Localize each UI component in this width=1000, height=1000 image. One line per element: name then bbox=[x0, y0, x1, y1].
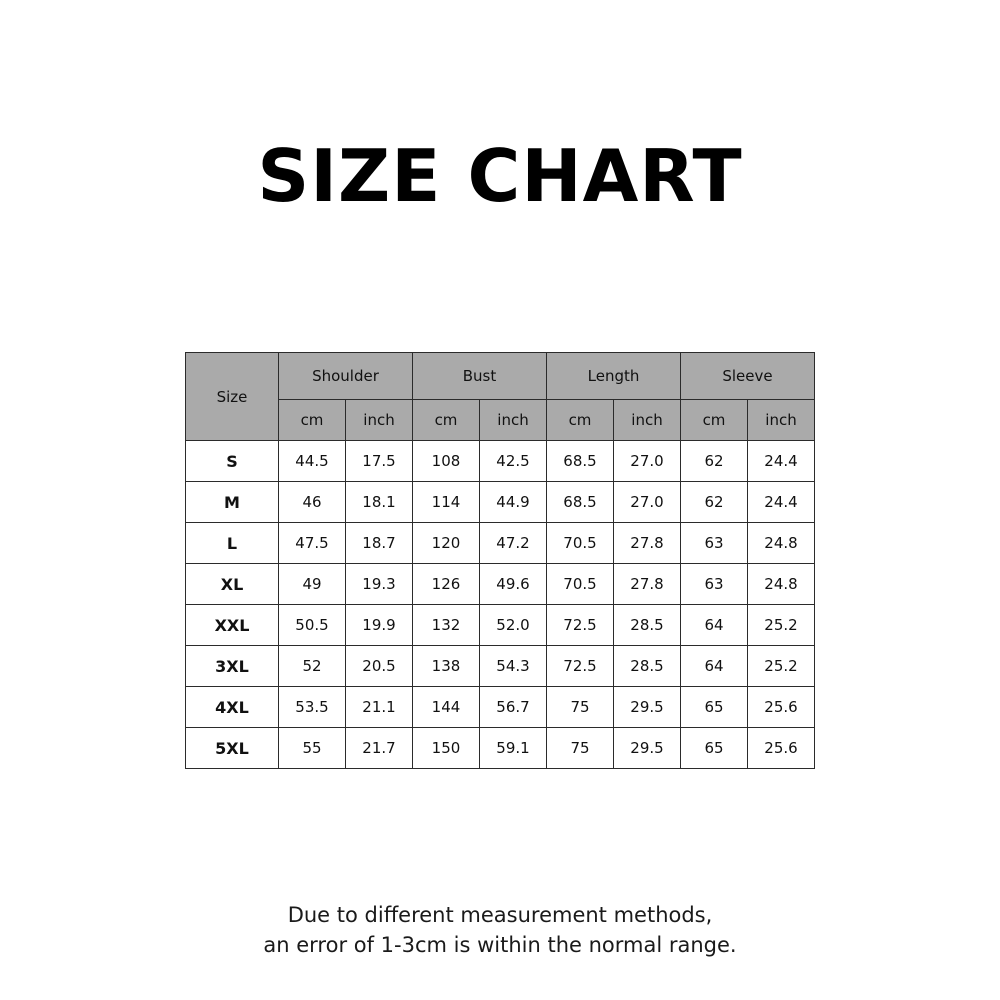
cell-length-cm: 72.5 bbox=[547, 646, 614, 687]
cell-shoulder-inch: 18.1 bbox=[346, 482, 413, 523]
cell-length-cm: 68.5 bbox=[547, 441, 614, 482]
cell-length-inch: 29.5 bbox=[614, 687, 681, 728]
cell-bust-inch: 42.5 bbox=[480, 441, 547, 482]
table-row bbox=[186, 646, 815, 687]
table-row bbox=[186, 482, 815, 523]
size-table-container bbox=[185, 352, 815, 769]
cell-shoulder-cm: 52 bbox=[279, 646, 346, 687]
cell-shoulder-inch: 17.5 bbox=[346, 441, 413, 482]
cell-shoulder-cm: 49 bbox=[279, 564, 346, 605]
row-size-label: S bbox=[186, 441, 279, 482]
cell-length-inch: 28.5 bbox=[614, 605, 681, 646]
table-row bbox=[186, 605, 815, 646]
table-row bbox=[186, 564, 815, 605]
cell-sleeve-cm: 62 bbox=[681, 441, 748, 482]
cell-length-inch: 27.8 bbox=[614, 564, 681, 605]
cell-bust-inch: 54.3 bbox=[480, 646, 547, 687]
table-row bbox=[186, 728, 815, 769]
note-line-1: Due to different measurement methods, bbox=[287, 903, 713, 927]
cell-shoulder-inch: 19.3 bbox=[346, 564, 413, 605]
cell-length-inch: 27.0 bbox=[614, 482, 681, 523]
cell-bust-cm: 126 bbox=[413, 564, 480, 605]
header-unit-sleeve-cm: cm bbox=[681, 400, 748, 441]
row-size-label: 4XL bbox=[186, 687, 279, 728]
cell-length-cm: 75 bbox=[547, 728, 614, 769]
cell-sleeve-inch: 24.8 bbox=[748, 564, 815, 605]
row-size-label: XL bbox=[186, 564, 279, 605]
cell-bust-inch: 56.7 bbox=[480, 687, 547, 728]
header-unit-shoulder-inch: inch bbox=[346, 400, 413, 441]
header-unit-bust-inch: inch bbox=[480, 400, 547, 441]
cell-shoulder-inch: 20.5 bbox=[346, 646, 413, 687]
page-title: SIZE CHART bbox=[257, 134, 743, 218]
table-row bbox=[186, 441, 815, 482]
cell-sleeve-cm: 62 bbox=[681, 482, 748, 523]
cell-shoulder-inch: 18.7 bbox=[346, 523, 413, 564]
cell-shoulder-cm: 47.5 bbox=[279, 523, 346, 564]
cell-bust-inch: 44.9 bbox=[480, 482, 547, 523]
cell-length-cm: 70.5 bbox=[547, 564, 614, 605]
cell-bust-inch: 59.1 bbox=[480, 728, 547, 769]
header-group-sleeve: Sleeve bbox=[681, 353, 815, 400]
cell-sleeve-cm: 64 bbox=[681, 605, 748, 646]
table-header bbox=[186, 353, 815, 441]
cell-shoulder-cm: 53.5 bbox=[279, 687, 346, 728]
measurement-note bbox=[0, 900, 1000, 961]
cell-shoulder-inch: 21.1 bbox=[346, 687, 413, 728]
cell-length-cm: 70.5 bbox=[547, 523, 614, 564]
cell-shoulder-cm: 50.5 bbox=[279, 605, 346, 646]
row-size-label: M bbox=[186, 482, 279, 523]
cell-sleeve-inch: 24.4 bbox=[748, 482, 815, 523]
header-row-groups bbox=[186, 353, 815, 400]
cell-sleeve-cm: 63 bbox=[681, 523, 748, 564]
cell-sleeve-inch: 25.2 bbox=[748, 646, 815, 687]
cell-length-inch: 27.0 bbox=[614, 441, 681, 482]
cell-shoulder-inch: 21.7 bbox=[346, 728, 413, 769]
cell-sleeve-inch: 24.8 bbox=[748, 523, 815, 564]
cell-shoulder-cm: 55 bbox=[279, 728, 346, 769]
cell-sleeve-cm: 63 bbox=[681, 564, 748, 605]
cell-length-inch: 27.8 bbox=[614, 523, 681, 564]
cell-bust-cm: 138 bbox=[413, 646, 480, 687]
header-row-units bbox=[186, 400, 815, 441]
cell-length-cm: 68.5 bbox=[547, 482, 614, 523]
cell-length-inch: 29.5 bbox=[614, 728, 681, 769]
cell-sleeve-cm: 65 bbox=[681, 687, 748, 728]
header-unit-length-cm: cm bbox=[547, 400, 614, 441]
cell-length-cm: 72.5 bbox=[547, 605, 614, 646]
cell-length-inch: 28.5 bbox=[614, 646, 681, 687]
cell-shoulder-inch: 19.9 bbox=[346, 605, 413, 646]
cell-bust-cm: 144 bbox=[413, 687, 480, 728]
header-group-shoulder: Shoulder bbox=[279, 353, 413, 400]
size-table bbox=[185, 352, 815, 769]
header-unit-sleeve-inch: inch bbox=[748, 400, 815, 441]
cell-bust-cm: 150 bbox=[413, 728, 480, 769]
cell-bust-cm: 114 bbox=[413, 482, 480, 523]
cell-bust-inch: 47.2 bbox=[480, 523, 547, 564]
cell-sleeve-inch: 24.4 bbox=[748, 441, 815, 482]
cell-sleeve-inch: 25.2 bbox=[748, 605, 815, 646]
row-size-label: XXL bbox=[186, 605, 279, 646]
table-body bbox=[186, 441, 815, 769]
row-size-label: L bbox=[186, 523, 279, 564]
row-size-label: 5XL bbox=[186, 728, 279, 769]
row-size-label: 3XL bbox=[186, 646, 279, 687]
cell-bust-cm: 120 bbox=[413, 523, 480, 564]
header-group-length: Length bbox=[547, 353, 681, 400]
table-row bbox=[186, 523, 815, 564]
cell-bust-cm: 108 bbox=[413, 441, 480, 482]
cell-bust-cm: 132 bbox=[413, 605, 480, 646]
cell-sleeve-inch: 25.6 bbox=[748, 687, 815, 728]
header-unit-shoulder-cm: cm bbox=[279, 400, 346, 441]
cell-bust-inch: 52.0 bbox=[480, 605, 547, 646]
cell-sleeve-cm: 64 bbox=[681, 646, 748, 687]
cell-sleeve-cm: 65 bbox=[681, 728, 748, 769]
header-unit-length-inch: inch bbox=[614, 400, 681, 441]
header-size-label: Size bbox=[186, 353, 279, 441]
cell-length-cm: 75 bbox=[547, 687, 614, 728]
table-row bbox=[186, 687, 815, 728]
header-unit-bust-cm: cm bbox=[413, 400, 480, 441]
cell-shoulder-cm: 46 bbox=[279, 482, 346, 523]
header-group-bust: Bust bbox=[413, 353, 547, 400]
note-line-2: an error of 1-3cm is within the normal range. bbox=[263, 933, 737, 958]
cell-bust-inch: 49.6 bbox=[480, 564, 547, 605]
cell-shoulder-cm: 44.5 bbox=[279, 441, 346, 482]
cell-sleeve-inch: 25.6 bbox=[748, 728, 815, 769]
